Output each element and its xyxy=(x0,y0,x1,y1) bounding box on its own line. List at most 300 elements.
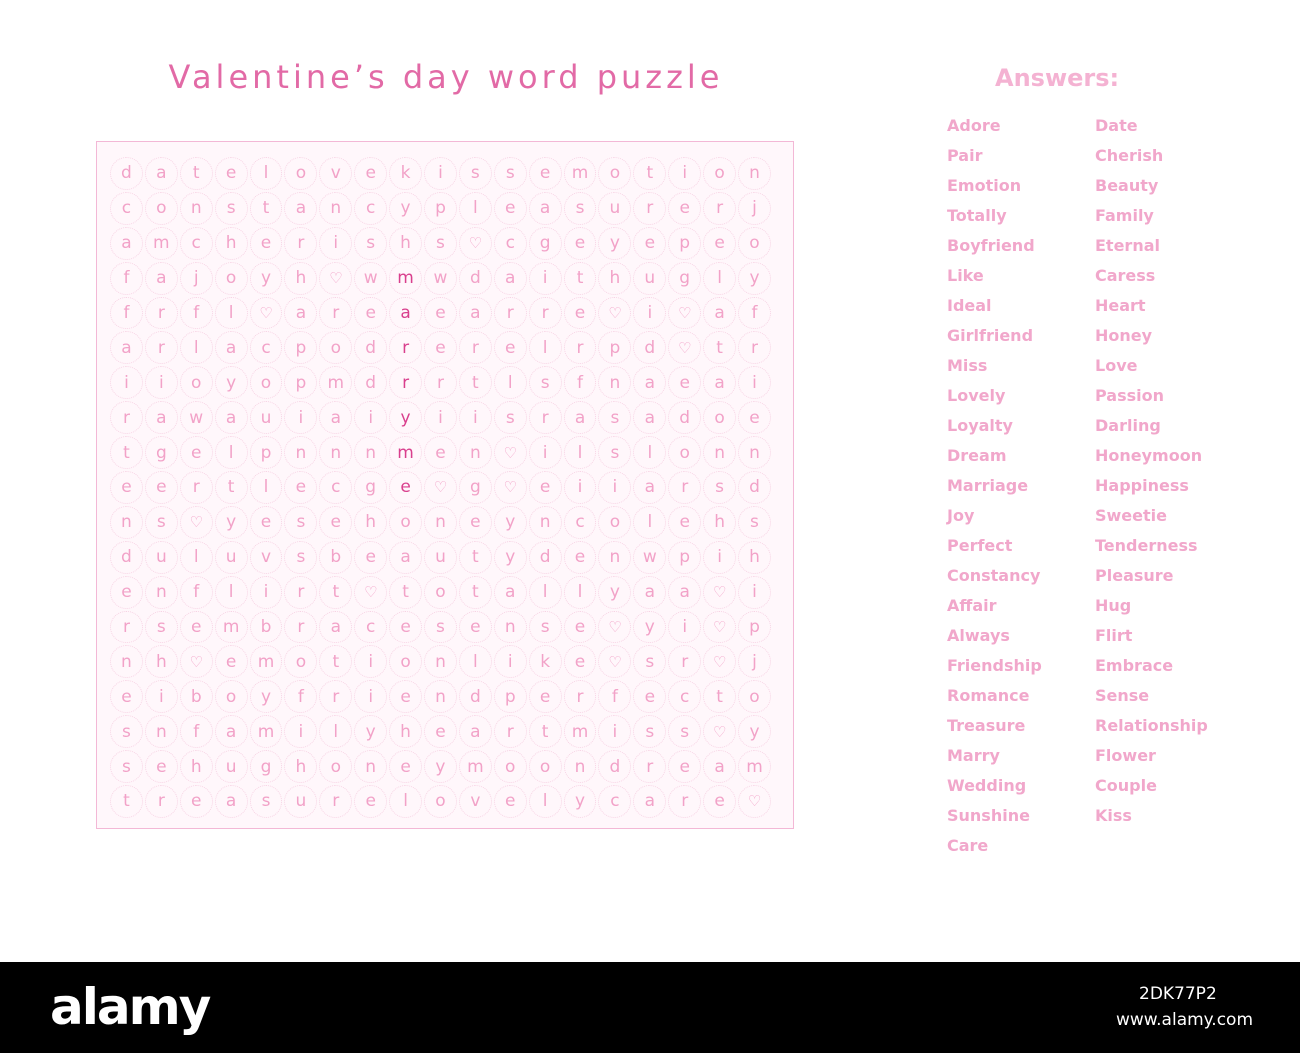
grid-letter[interactable]: n xyxy=(738,157,771,190)
grid-letter[interactable]: i xyxy=(668,611,701,644)
grid-letter[interactable]: l xyxy=(215,297,248,330)
grid-letter[interactable]: e xyxy=(215,645,248,678)
heart-icon[interactable]: ♡ xyxy=(668,297,701,330)
grid-letter[interactable]: e xyxy=(389,471,422,504)
grid-letter[interactable]: a xyxy=(459,297,492,330)
grid-letter[interactable]: i xyxy=(145,680,178,713)
grid-letter[interactable]: g xyxy=(668,262,701,295)
grid-letter[interactable]: r xyxy=(319,297,352,330)
grid-letter[interactable]: w xyxy=(180,401,213,434)
grid-letter[interactable]: y xyxy=(215,366,248,399)
grid-letter[interactable]: a xyxy=(459,715,492,748)
grid-letter[interactable]: n xyxy=(145,715,178,748)
grid-letter[interactable]: u xyxy=(633,262,666,295)
grid-letter[interactable]: e xyxy=(703,227,736,260)
grid-letter[interactable]: t xyxy=(459,576,492,609)
grid-letter[interactable]: k xyxy=(529,645,562,678)
grid-letter[interactable]: r xyxy=(389,366,422,399)
grid-letter[interactable]: s xyxy=(703,471,736,504)
heart-icon[interactable]: ♡ xyxy=(668,331,701,364)
grid-letter[interactable]: t xyxy=(564,262,597,295)
grid-letter[interactable]: a xyxy=(284,297,317,330)
grid-letter[interactable]: r xyxy=(319,785,352,818)
grid-letter[interactable]: e xyxy=(459,506,492,539)
grid-letter[interactable]: i xyxy=(354,401,387,434)
grid-letter[interactable]: r xyxy=(284,576,317,609)
grid-letter[interactable]: e xyxy=(668,750,701,783)
grid-letter[interactable]: a xyxy=(703,750,736,783)
heart-icon[interactable]: ♡ xyxy=(598,611,631,644)
grid-letter[interactable]: c xyxy=(110,192,143,225)
grid-letter[interactable]: e xyxy=(319,506,352,539)
grid-letter[interactable]: m xyxy=(215,611,248,644)
grid-letter[interactable]: e xyxy=(738,401,771,434)
grid-letter[interactable]: s xyxy=(598,401,631,434)
grid-letter[interactable]: h xyxy=(738,541,771,574)
grid-letter[interactable]: i xyxy=(354,645,387,678)
grid-letter[interactable]: n xyxy=(424,680,457,713)
heart-icon[interactable]: ♡ xyxy=(424,471,457,504)
grid-letter[interactable]: y xyxy=(494,541,527,574)
grid-letter[interactable]: s xyxy=(529,611,562,644)
grid-letter[interactable]: i xyxy=(738,576,771,609)
grid-letter[interactable]: i xyxy=(459,401,492,434)
grid-letter[interactable]: r xyxy=(633,750,666,783)
grid-letter[interactable]: a xyxy=(633,785,666,818)
grid-letter[interactable]: p xyxy=(284,331,317,364)
grid-letter[interactable]: e xyxy=(145,750,178,783)
grid-letter[interactable]: m xyxy=(145,227,178,260)
grid-letter[interactable]: b xyxy=(250,611,283,644)
grid-letter[interactable]: g xyxy=(250,750,283,783)
grid-letter[interactable]: o xyxy=(738,680,771,713)
grid-letter[interactable]: r xyxy=(529,401,562,434)
grid-letter[interactable]: i xyxy=(598,715,631,748)
grid-letter[interactable]: i xyxy=(529,262,562,295)
grid-letter[interactable]: r xyxy=(319,680,352,713)
grid-letter[interactable]: a xyxy=(703,297,736,330)
grid-letter[interactable]: l xyxy=(529,576,562,609)
grid-letter[interactable]: a xyxy=(389,297,422,330)
grid-letter[interactable]: d xyxy=(738,471,771,504)
grid-letter[interactable]: f xyxy=(110,262,143,295)
grid-letter[interactable]: i xyxy=(424,157,457,190)
grid-letter[interactable]: r xyxy=(110,401,143,434)
grid-letter[interactable]: l xyxy=(215,436,248,469)
grid-letter[interactable]: m xyxy=(564,715,597,748)
grid-letter[interactable]: e xyxy=(529,157,562,190)
grid-letter[interactable]: t xyxy=(633,157,666,190)
grid-letter[interactable]: e xyxy=(424,297,457,330)
grid-letter[interactable]: m xyxy=(250,715,283,748)
grid-letter[interactable]: p xyxy=(598,331,631,364)
grid-letter[interactable]: r xyxy=(564,680,597,713)
grid-letter[interactable]: e xyxy=(633,680,666,713)
grid-letter[interactable]: y xyxy=(389,192,422,225)
grid-letter[interactable]: e xyxy=(424,331,457,364)
grid-letter[interactable]: a xyxy=(494,576,527,609)
grid-letter[interactable]: e xyxy=(494,785,527,818)
grid-letter[interactable]: a xyxy=(215,401,248,434)
grid-letter[interactable]: e xyxy=(354,541,387,574)
grid-letter[interactable]: r xyxy=(564,331,597,364)
grid-letter[interactable]: i xyxy=(424,401,457,434)
grid-letter[interactable]: j xyxy=(180,262,213,295)
grid-letter[interactable]: e xyxy=(494,331,527,364)
grid-letter[interactable]: d xyxy=(110,157,143,190)
grid-letter[interactable]: h xyxy=(703,506,736,539)
grid-letter[interactable]: e xyxy=(180,785,213,818)
grid-letter[interactable]: d xyxy=(598,750,631,783)
grid-letter[interactable]: i xyxy=(110,366,143,399)
grid-letter[interactable]: l xyxy=(180,541,213,574)
grid-letter[interactable]: e xyxy=(389,750,422,783)
heart-icon[interactable]: ♡ xyxy=(703,715,736,748)
grid-letter[interactable]: l xyxy=(529,785,562,818)
grid-letter[interactable]: l xyxy=(250,157,283,190)
grid-letter[interactable]: i xyxy=(284,715,317,748)
grid-letter[interactable]: r xyxy=(529,297,562,330)
grid-letter[interactable]: n xyxy=(564,750,597,783)
grid-letter[interactable]: o xyxy=(598,506,631,539)
grid-letter[interactable]: u xyxy=(284,785,317,818)
grid-letter[interactable]: n xyxy=(319,192,352,225)
grid-letter[interactable]: r xyxy=(145,785,178,818)
grid-letter[interactable]: n xyxy=(703,436,736,469)
grid-letter[interactable]: s xyxy=(284,541,317,574)
grid-letter[interactable]: k xyxy=(389,157,422,190)
grid-letter[interactable]: l xyxy=(319,715,352,748)
grid-letter[interactable]: d xyxy=(110,541,143,574)
grid-letter[interactable]: s xyxy=(354,227,387,260)
grid-letter[interactable]: e xyxy=(180,611,213,644)
grid-letter[interactable]: m xyxy=(389,262,422,295)
grid-letter[interactable]: o xyxy=(319,331,352,364)
grid-letter[interactable]: a xyxy=(633,366,666,399)
grid-letter[interactable]: o xyxy=(180,366,213,399)
grid-letter[interactable]: r xyxy=(668,645,701,678)
grid-letter[interactable]: e xyxy=(424,715,457,748)
grid-letter[interactable]: d xyxy=(633,331,666,364)
grid-letter[interactable]: h xyxy=(354,506,387,539)
grid-letter[interactable]: t xyxy=(319,576,352,609)
grid-letter[interactable]: p xyxy=(494,680,527,713)
grid-letter[interactable]: e xyxy=(668,366,701,399)
grid-letter[interactable]: n xyxy=(284,436,317,469)
grid-letter[interactable]: c xyxy=(354,611,387,644)
grid-letter[interactable]: r xyxy=(738,331,771,364)
grid-letter[interactable]: m xyxy=(738,750,771,783)
grid-letter[interactable]: a xyxy=(319,401,352,434)
grid-letter[interactable]: m xyxy=(250,645,283,678)
grid-letter[interactable]: i xyxy=(494,645,527,678)
grid-letter[interactable]: o xyxy=(389,645,422,678)
grid-letter[interactable]: i xyxy=(145,366,178,399)
grid-letter[interactable]: l xyxy=(180,331,213,364)
grid-letter[interactable]: e xyxy=(354,157,387,190)
grid-letter[interactable]: r xyxy=(494,297,527,330)
grid-letter[interactable]: y xyxy=(389,401,422,434)
grid-letter[interactable]: o xyxy=(319,750,352,783)
grid-letter[interactable]: i xyxy=(284,401,317,434)
grid-letter[interactable]: j xyxy=(738,192,771,225)
grid-letter[interactable]: n xyxy=(180,192,213,225)
grid-letter[interactable]: i xyxy=(564,471,597,504)
grid-letter[interactable]: o xyxy=(424,785,457,818)
grid-letter[interactable]: s xyxy=(424,611,457,644)
grid-letter[interactable]: a xyxy=(319,611,352,644)
grid-letter[interactable]: a xyxy=(389,541,422,574)
grid-letter[interactable]: o xyxy=(145,192,178,225)
grid-letter[interactable]: l xyxy=(250,471,283,504)
grid-letter[interactable]: m xyxy=(389,436,422,469)
grid-letter[interactable]: l xyxy=(459,645,492,678)
grid-letter[interactable]: u xyxy=(424,541,457,574)
grid-letter[interactable]: f xyxy=(738,297,771,330)
grid-letter[interactable]: e xyxy=(668,192,701,225)
grid-letter[interactable]: t xyxy=(459,366,492,399)
grid-letter[interactable]: e xyxy=(424,436,457,469)
grid-letter[interactable]: i xyxy=(354,680,387,713)
grid-letter[interactable]: s xyxy=(145,506,178,539)
grid-letter[interactable]: h xyxy=(598,262,631,295)
grid-letter[interactable]: c xyxy=(598,785,631,818)
grid-letter[interactable]: e xyxy=(529,471,562,504)
grid-letter[interactable]: r xyxy=(389,331,422,364)
grid-letter[interactable]: f xyxy=(180,715,213,748)
grid-letter[interactable]: n xyxy=(494,611,527,644)
grid-letter[interactable]: e xyxy=(564,297,597,330)
grid-letter[interactable]: l xyxy=(703,262,736,295)
grid-letter[interactable]: n xyxy=(145,576,178,609)
grid-letter[interactable]: y xyxy=(250,680,283,713)
grid-letter[interactable]: p xyxy=(284,366,317,399)
grid-letter[interactable]: e xyxy=(459,611,492,644)
grid-letter[interactable]: a xyxy=(110,227,143,260)
grid-letter[interactable]: n xyxy=(354,436,387,469)
grid-letter[interactable]: i xyxy=(703,541,736,574)
grid-letter[interactable]: r xyxy=(145,297,178,330)
grid-letter[interactable]: s xyxy=(633,715,666,748)
grid-letter[interactable]: p xyxy=(738,611,771,644)
grid-letter[interactable]: e xyxy=(564,227,597,260)
grid-letter[interactable]: e xyxy=(389,611,422,644)
grid-letter[interactable]: i xyxy=(529,436,562,469)
grid-letter[interactable]: e xyxy=(110,576,143,609)
grid-letter[interactable]: n xyxy=(459,436,492,469)
grid-letter[interactable]: r xyxy=(284,227,317,260)
grid-letter[interactable]: s xyxy=(424,227,457,260)
grid-letter[interactable]: s xyxy=(250,785,283,818)
heart-icon[interactable]: ♡ xyxy=(180,645,213,678)
grid-letter[interactable]: o xyxy=(494,750,527,783)
grid-letter[interactable]: u xyxy=(145,541,178,574)
grid-letter[interactable]: o xyxy=(703,401,736,434)
grid-letter[interactable]: e xyxy=(180,436,213,469)
grid-letter[interactable]: u xyxy=(215,750,248,783)
grid-letter[interactable]: s xyxy=(110,750,143,783)
grid-letter[interactable]: e xyxy=(529,680,562,713)
grid-letter[interactable]: t xyxy=(110,785,143,818)
grid-letter[interactable]: n xyxy=(529,506,562,539)
grid-letter[interactable]: r xyxy=(145,331,178,364)
grid-letter[interactable]: r xyxy=(633,192,666,225)
grid-letter[interactable]: h xyxy=(180,750,213,783)
grid-letter[interactable]: p xyxy=(668,227,701,260)
grid-letter[interactable]: i xyxy=(598,471,631,504)
grid-letter[interactable]: h xyxy=(284,750,317,783)
grid-letter[interactable]: d xyxy=(354,331,387,364)
grid-letter[interactable]: s xyxy=(633,645,666,678)
grid-letter[interactable]: a xyxy=(633,576,666,609)
grid-letter[interactable]: e xyxy=(145,471,178,504)
grid-letter[interactable]: w xyxy=(424,262,457,295)
grid-letter[interactable]: h xyxy=(145,645,178,678)
grid-letter[interactable]: s xyxy=(529,366,562,399)
grid-letter[interactable]: o xyxy=(250,366,283,399)
grid-letter[interactable]: n xyxy=(598,366,631,399)
grid-letter[interactable]: d xyxy=(459,262,492,295)
grid-letter[interactable]: a xyxy=(145,401,178,434)
grid-letter[interactable]: s xyxy=(494,157,527,190)
grid-letter[interactable]: m xyxy=(459,750,492,783)
grid-letter[interactable]: t xyxy=(703,331,736,364)
grid-letter[interactable]: r xyxy=(110,611,143,644)
grid-letter[interactable]: a xyxy=(145,157,178,190)
grid-letter[interactable]: b xyxy=(180,680,213,713)
grid-letter[interactable]: c xyxy=(250,331,283,364)
grid-letter[interactable]: a xyxy=(633,401,666,434)
heart-icon[interactable]: ♡ xyxy=(703,645,736,678)
heart-icon[interactable]: ♡ xyxy=(494,436,527,469)
heart-icon[interactable]: ♡ xyxy=(319,262,352,295)
grid-letter[interactable]: e xyxy=(564,541,597,574)
heart-icon[interactable]: ♡ xyxy=(703,576,736,609)
grid-letter[interactable]: t xyxy=(180,157,213,190)
grid-letter[interactable]: f xyxy=(598,680,631,713)
grid-letter[interactable]: l xyxy=(633,436,666,469)
grid-letter[interactable]: l xyxy=(389,785,422,818)
grid-letter[interactable]: f xyxy=(284,680,317,713)
grid-letter[interactable]: y xyxy=(633,611,666,644)
grid-letter[interactable]: a xyxy=(215,715,248,748)
grid-letter[interactable]: a xyxy=(145,262,178,295)
grid-letter[interactable]: s xyxy=(738,506,771,539)
grid-letter[interactable]: o xyxy=(284,645,317,678)
grid-letter[interactable]: i xyxy=(668,157,701,190)
grid-letter[interactable]: f xyxy=(180,297,213,330)
grid-letter[interactable]: a xyxy=(529,192,562,225)
grid-letter[interactable]: h xyxy=(284,262,317,295)
grid-letter[interactable]: h xyxy=(389,715,422,748)
grid-letter[interactable]: o xyxy=(738,227,771,260)
heart-icon[interactable]: ♡ xyxy=(459,227,492,260)
grid-letter[interactable]: y xyxy=(215,506,248,539)
grid-letter[interactable]: l xyxy=(494,366,527,399)
heart-icon[interactable]: ♡ xyxy=(703,611,736,644)
heart-icon[interactable]: ♡ xyxy=(598,645,631,678)
grid-letter[interactable]: t xyxy=(703,680,736,713)
grid-letter[interactable]: b xyxy=(319,541,352,574)
grid-letter[interactable]: d xyxy=(354,366,387,399)
grid-letter[interactable]: n xyxy=(110,506,143,539)
grid-letter[interactable]: s xyxy=(284,506,317,539)
grid-letter[interactable]: n xyxy=(110,645,143,678)
grid-letter[interactable]: s xyxy=(494,401,527,434)
grid-letter[interactable]: e xyxy=(354,297,387,330)
grid-letter[interactable]: r xyxy=(703,192,736,225)
grid-letter[interactable]: e xyxy=(703,785,736,818)
grid-letter[interactable]: r xyxy=(284,611,317,644)
grid-letter[interactable]: l xyxy=(633,506,666,539)
grid-letter[interactable]: h xyxy=(389,227,422,260)
grid-letter[interactable]: r xyxy=(459,331,492,364)
grid-letter[interactable]: f xyxy=(110,297,143,330)
grid-letter[interactable]: p xyxy=(668,541,701,574)
grid-letter[interactable]: y xyxy=(250,262,283,295)
grid-letter[interactable]: c xyxy=(564,506,597,539)
grid-letter[interactable]: u xyxy=(215,541,248,574)
grid-letter[interactable]: o xyxy=(668,436,701,469)
grid-letter[interactable]: e xyxy=(494,192,527,225)
grid-letter[interactable]: c xyxy=(354,192,387,225)
grid-letter[interactable]: t xyxy=(459,541,492,574)
grid-letter[interactable]: s xyxy=(598,436,631,469)
grid-letter[interactable]: f xyxy=(180,576,213,609)
grid-letter[interactable]: s xyxy=(459,157,492,190)
grid-letter[interactable]: i xyxy=(633,297,666,330)
grid-letter[interactable]: n xyxy=(738,436,771,469)
grid-letter[interactable]: a xyxy=(564,401,597,434)
grid-letter[interactable]: c xyxy=(319,471,352,504)
grid-letter[interactable]: t xyxy=(110,436,143,469)
grid-letter[interactable]: j xyxy=(738,645,771,678)
grid-letter[interactable]: t xyxy=(319,645,352,678)
grid-letter[interactable]: y xyxy=(424,750,457,783)
grid-letter[interactable]: g xyxy=(529,227,562,260)
grid-letter[interactable]: e xyxy=(250,506,283,539)
grid-letter[interactable]: v xyxy=(459,785,492,818)
grid-letter[interactable]: a xyxy=(284,192,317,225)
grid-letter[interactable]: o xyxy=(284,157,317,190)
grid-letter[interactable]: y xyxy=(598,227,631,260)
grid-letter[interactable]: a xyxy=(215,785,248,818)
grid-letter[interactable]: i xyxy=(250,576,283,609)
grid-letter[interactable]: d xyxy=(529,541,562,574)
grid-letter[interactable]: v xyxy=(319,157,352,190)
grid-letter[interactable]: e xyxy=(668,506,701,539)
grid-letter[interactable]: e xyxy=(564,645,597,678)
grid-letter[interactable]: a xyxy=(494,262,527,295)
grid-letter[interactable]: e xyxy=(633,227,666,260)
grid-letter[interactable]: o xyxy=(215,680,248,713)
grid-letter[interactable]: t xyxy=(529,715,562,748)
grid-letter[interactable]: o xyxy=(529,750,562,783)
grid-letter[interactable]: p xyxy=(424,192,457,225)
grid-letter[interactable]: e xyxy=(250,227,283,260)
grid-letter[interactable]: r xyxy=(180,471,213,504)
grid-letter[interactable]: c xyxy=(494,227,527,260)
grid-letter[interactable]: o xyxy=(424,576,457,609)
grid-letter[interactable]: t xyxy=(215,471,248,504)
grid-letter[interactable]: n xyxy=(424,506,457,539)
grid-letter[interactable]: y xyxy=(564,785,597,818)
grid-letter[interactable]: l xyxy=(215,576,248,609)
grid-letter[interactable]: o xyxy=(598,157,631,190)
grid-letter[interactable]: i xyxy=(319,227,352,260)
grid-letter[interactable]: i xyxy=(738,366,771,399)
grid-letter[interactable]: e xyxy=(564,611,597,644)
